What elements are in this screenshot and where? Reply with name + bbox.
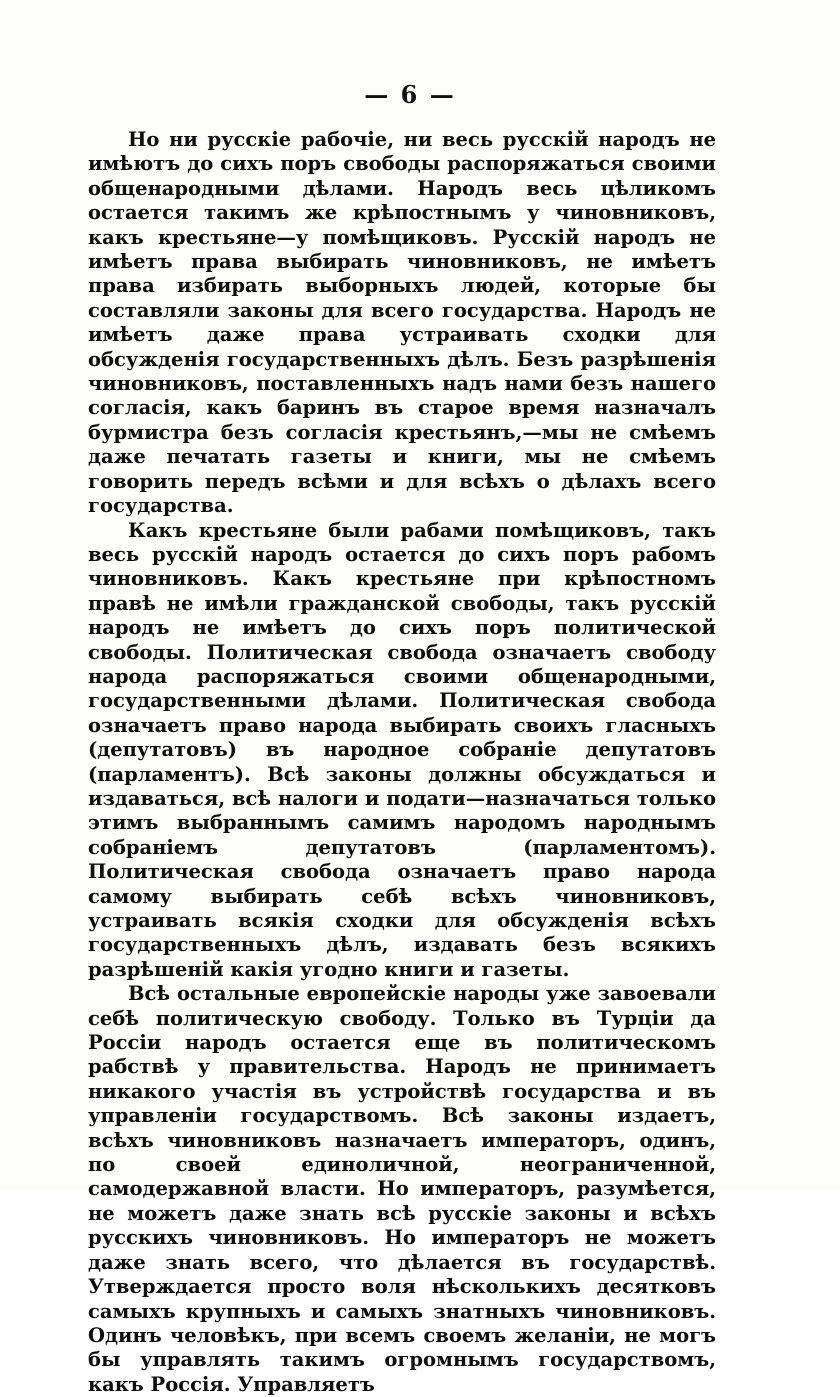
paragraph: Всѣ остальные европейскіе народы уже завоевали себѣ политическую свободу. Только въ Турціи да Россіи народъ остается еще въ политическомъ рабствѣ у правительства. Народъ не принимаетъ никакого участія въ устройствѣ государства и въ управленіи государствомъ. Всѣ законы издаетъ, всѣхъ чиновниковъ назначаетъ императоръ, одинъ, по своей единоличной, неограниченной, самодержавной власти. Но императоръ, разумѣется, не можетъ даже знать всѣ русскіе законы и всѣхъ русскихъ чиновниковъ. Но императоръ не можетъ даже знать всего, что дѣлается въ государствѣ. Утверждается просто воля нѣсколькихъ десятковъ самыхъ крупныхъ и самыхъ знатныхъ чиновниковъ. Одинъ человѣкъ, при всемъ своемъ желаніи, не могъ бы управлять такимъ огромнымъ государствомъ, какъ Россія. Управляетъ bbox=[88, 982, 716, 1396]
paragraph: Какъ крестьяне были рабами помѣщиковъ, такъ весь русскій народъ остается до сихъ поръ рабомъ чиновниковъ. Какъ крестьяне при крѣпостномъ правѣ не имѣли гражданской свободы, такъ русскій народъ не имѣетъ до сихъ поръ политической свободы. Политическая свобода означаетъ свободу народа распоряжаться своими общенародными, государственными дѣлами. Политическая свобода означаетъ право народа выбирать своихъ гласныхъ (депутатовъ) въ народное собраніе депутатовъ (парламентъ). Всѣ законы должны обсуждаться и издаваться, всѣ налоги и подати—назначаться только этимъ выбраннымъ самимъ народомъ народнымъ собраніемъ депутатовъ (парламентомъ). Политическая свобода означаетъ право народа самому выбирать себѣ всѣхъ чиновниковъ, устраивать всякія сходки для обсужденія всѣхъ государственныхъ дѣлъ, издавать безъ всякихъ разрѣшеній какія угодно книги и газеты. bbox=[88, 518, 716, 981]
paragraph: Но ни русскіе рабочіе, ни весь русскій народъ не имѣютъ до сихъ поръ свободы распоряжаться своими общенародными дѣлами. Народъ весь цѣликомъ остается такимъ же крѣпостнымъ у чиновниковъ, какъ крестьяне—у помѣщиковъ. Русскій народъ не имѣетъ права выбирать чиновниковъ, не имѣетъ права избирать выборныхъ людей, которые бы составляли законы для всего государства. Народъ не имѣетъ даже права устраивать сходки для обсужденія государственныхъ дѣлъ. Безъ разрѣшенія чиновниковъ, поставленныхъ надъ нами безъ нашего согласія, какъ баринъ въ старое время назначалъ бурмистра безъ согласія крестьянъ,—мы не смѣемъ даже печатать газеты и книги, мы не смѣемъ говорить передъ всѣми и для всѣхъ о дѣлахъ всего государства. bbox=[88, 128, 716, 518]
page-number: — 6 — bbox=[364, 80, 456, 109]
body-text bbox=[88, 128, 716, 1397]
